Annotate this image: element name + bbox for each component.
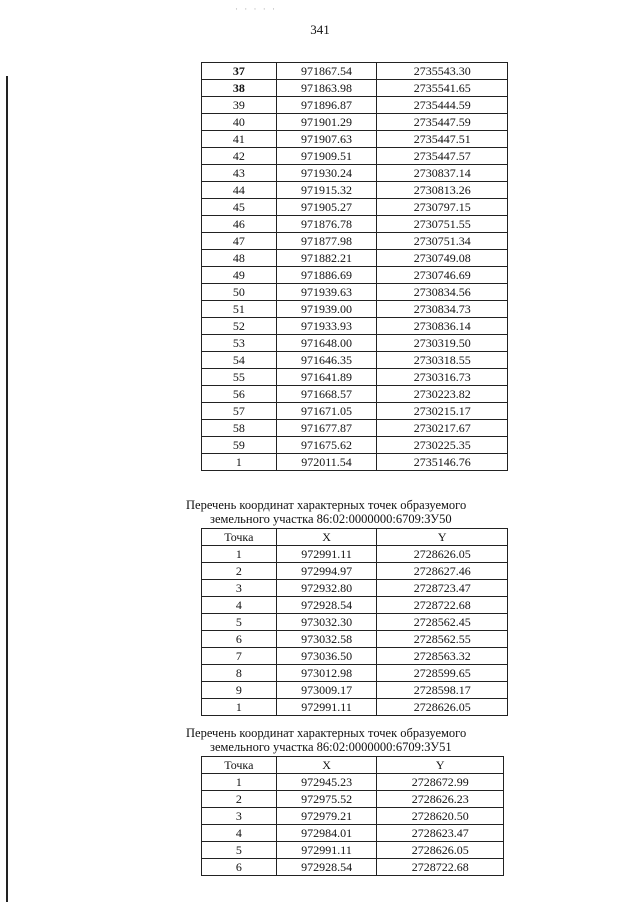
table-row (202, 631, 508, 648)
cell-x: 972975.52 (276, 791, 377, 808)
table-row (202, 774, 504, 791)
cell-x: 971907.63 (276, 131, 377, 148)
cell-y: 2735447.59 (377, 114, 508, 131)
coordinates-table-zu51 (201, 756, 504, 876)
cell-x: 971646.35 (276, 352, 377, 369)
cell-point: 7 (202, 648, 277, 665)
table-row (202, 267, 508, 284)
table-row (202, 563, 508, 580)
cell-y: 2728626.23 (377, 791, 504, 808)
cell-point: 49 (202, 267, 277, 284)
cell-x: 973036.50 (276, 648, 377, 665)
table-row (202, 250, 508, 267)
cell-point: 1 (202, 699, 277, 716)
cell-y: 2728722.68 (377, 859, 504, 876)
table-row (202, 80, 508, 97)
cell-point: 3 (202, 808, 277, 825)
cell-x: 971915.32 (276, 182, 377, 199)
cell-x: 971896.87 (276, 97, 377, 114)
cell-x: 972945.23 (276, 774, 377, 791)
cell-y: 2730837.14 (377, 165, 508, 182)
cell-x: 973032.30 (276, 614, 377, 631)
table-row (202, 97, 508, 114)
cell-x: 971877.98 (276, 233, 377, 250)
table-row (202, 63, 508, 80)
cell-point: 59 (202, 437, 277, 454)
cell-point: 1 (202, 546, 277, 563)
cell-x: 971933.93 (276, 318, 377, 335)
cell-x: 972991.11 (276, 842, 377, 859)
cell-point: 5 (202, 842, 277, 859)
table-row (202, 437, 508, 454)
table-row (202, 682, 508, 699)
cell-point: 9 (202, 682, 277, 699)
table-row (202, 546, 508, 563)
table-row (202, 199, 508, 216)
cell-y: 2730797.15 (377, 199, 508, 216)
table3-caption (186, 726, 466, 754)
cell-point: 50 (202, 284, 277, 301)
cell-point: 39 (202, 97, 277, 114)
cell-point: 44 (202, 182, 277, 199)
cell-x: 971671.05 (276, 403, 377, 420)
table-row (202, 648, 508, 665)
cell-point: 4 (202, 825, 277, 842)
table3-caption-line2: земельного участка 86:02:0000000:6709:ЗУ51 (210, 740, 452, 754)
cell-y: 2728623.47 (377, 825, 504, 842)
cell-point: 55 (202, 369, 277, 386)
cell-x: 972928.54 (276, 597, 377, 614)
cell-point: 40 (202, 114, 277, 131)
cell-x: 971863.98 (276, 80, 377, 97)
cell-point: 38 (202, 80, 277, 97)
cell-point: 6 (202, 631, 277, 648)
cell-x: 972928.54 (276, 859, 377, 876)
cell-y: 2728722.68 (377, 597, 508, 614)
coordinates-table-continued (201, 62, 508, 471)
cell-x: 972994.97 (276, 563, 377, 580)
cell-point: 3 (202, 580, 277, 597)
cell-y: 2730215.17 (377, 403, 508, 420)
cell-y: 2730749.08 (377, 250, 508, 267)
cell-y: 2730746.69 (377, 267, 508, 284)
cell-y: 2730751.55 (377, 216, 508, 233)
table-row (202, 842, 504, 859)
header-point: Точка (202, 529, 277, 546)
table-row (202, 148, 508, 165)
cell-x: 972991.11 (276, 699, 377, 716)
cell-x: 972979.21 (276, 808, 377, 825)
cell-point: 58 (202, 420, 277, 437)
table-row (202, 614, 508, 631)
cell-y: 2730813.26 (377, 182, 508, 199)
cell-y: 2730316.73 (377, 369, 508, 386)
cell-point: 6 (202, 859, 277, 876)
cell-y: 2730834.73 (377, 301, 508, 318)
cell-x: 972984.01 (276, 825, 377, 842)
cell-y: 2728598.17 (377, 682, 508, 699)
header-point: Точка (202, 757, 277, 774)
cell-x: 971876.78 (276, 216, 377, 233)
page-number: 341 (310, 22, 330, 37)
cell-x: 971882.21 (276, 250, 377, 267)
cell-x: 972932.80 (276, 580, 377, 597)
cell-y: 2730225.35 (377, 437, 508, 454)
cell-point: 5 (202, 614, 277, 631)
cell-point: 1 (202, 454, 277, 471)
cell-point: 45 (202, 199, 277, 216)
table-row (202, 403, 508, 420)
cell-y: 2728626.05 (377, 699, 508, 716)
table2-caption-line1: Перечень координат характерных точек образуемого (186, 498, 467, 512)
table-row (202, 699, 508, 716)
cell-y: 2728620.50 (377, 808, 504, 825)
table-row (202, 808, 504, 825)
table-row (202, 233, 508, 250)
table-row (202, 114, 508, 131)
cell-point: 57 (202, 403, 277, 420)
cell-point: 54 (202, 352, 277, 369)
cell-x: 971648.00 (276, 335, 377, 352)
table2-caption-line2: земельного участка 86:02:0000000:6709:ЗУ50 (210, 512, 452, 526)
table-row (202, 369, 508, 386)
cell-x: 971905.27 (276, 199, 377, 216)
cell-x: 971901.29 (276, 114, 377, 131)
cell-x: 971930.24 (276, 165, 377, 182)
cell-x: 971867.54 (276, 63, 377, 80)
cell-y: 2735447.57 (377, 148, 508, 165)
cell-y: 2730319.50 (377, 335, 508, 352)
cell-point: 41 (202, 131, 277, 148)
header-y: Y (377, 757, 504, 774)
stamp-marks: · · · · · (235, 4, 277, 14)
table-row (202, 182, 508, 199)
cell-x: 971939.63 (276, 284, 377, 301)
table-row (202, 791, 504, 808)
table-row (202, 420, 508, 437)
table2-caption (186, 498, 466, 526)
cell-point: 47 (202, 233, 277, 250)
cell-y: 2735444.59 (377, 97, 508, 114)
cell-x: 971677.87 (276, 420, 377, 437)
cell-x: 972991.11 (276, 546, 377, 563)
cell-point: 46 (202, 216, 277, 233)
cell-y: 2735447.51 (377, 131, 508, 148)
table3-caption-line1: Перечень координат характерных точек образуемого (186, 726, 467, 740)
cell-y: 2730751.34 (377, 233, 508, 250)
cell-point: 42 (202, 148, 277, 165)
cell-x: 971675.62 (276, 437, 377, 454)
table-row (202, 386, 508, 403)
table-row (202, 454, 508, 471)
table-row (202, 335, 508, 352)
cell-y: 2728563.32 (377, 648, 508, 665)
cell-x: 973009.17 (276, 682, 377, 699)
table-row (202, 859, 504, 876)
cell-x: 973032.58 (276, 631, 377, 648)
cell-y: 2728626.05 (377, 546, 508, 563)
table-row (202, 284, 508, 301)
table-row (202, 301, 508, 318)
cell-x: 971939.00 (276, 301, 377, 318)
header-x: X (276, 757, 377, 774)
table-row (202, 216, 508, 233)
cell-point: 2 (202, 791, 277, 808)
cell-y: 2735541.65 (377, 80, 508, 97)
cell-x: 971668.57 (276, 386, 377, 403)
cell-y: 2730318.55 (377, 352, 508, 369)
cell-y: 2730223.82 (377, 386, 508, 403)
cell-y: 2728599.65 (377, 665, 508, 682)
cell-y: 2730834.56 (377, 284, 508, 301)
table-row (202, 318, 508, 335)
cell-x: 973012.98 (276, 665, 377, 682)
table-row (202, 825, 504, 842)
cell-y: 2728723.47 (377, 580, 508, 597)
cell-y: 2735146.76 (377, 454, 508, 471)
cell-x: 971909.51 (276, 148, 377, 165)
cell-y: 2728626.05 (377, 842, 504, 859)
cell-point: 37 (202, 63, 277, 80)
cell-y: 2730836.14 (377, 318, 508, 335)
table-row (202, 597, 508, 614)
table-row (202, 665, 508, 682)
cell-point: 53 (202, 335, 277, 352)
cell-point: 8 (202, 665, 277, 682)
coordinates-table-zu50 (201, 528, 508, 716)
header-x: X (276, 529, 377, 546)
cell-x: 972011.54 (276, 454, 377, 471)
cell-point: 56 (202, 386, 277, 403)
cell-y: 2728627.46 (377, 563, 508, 580)
binding-edge-line (6, 76, 8, 902)
cell-point: 51 (202, 301, 277, 318)
cell-y: 2728562.55 (377, 631, 508, 648)
cell-point: 4 (202, 597, 277, 614)
cell-x: 971641.89 (276, 369, 377, 386)
cell-y: 2728672.99 (377, 774, 504, 791)
cell-y: 2728562.45 (377, 614, 508, 631)
cell-point: 52 (202, 318, 277, 335)
cell-y: 2730217.67 (377, 420, 508, 437)
table-row (202, 131, 508, 148)
cell-x: 971886.69 (276, 267, 377, 284)
cell-point: 2 (202, 563, 277, 580)
cell-point: 48 (202, 250, 277, 267)
cell-point: 1 (202, 774, 277, 791)
table-row (202, 165, 508, 182)
cell-y: 2735543.30 (377, 63, 508, 80)
table-row (202, 352, 508, 369)
cell-point: 43 (202, 165, 277, 182)
header-y: Y (377, 529, 508, 546)
table-row (202, 580, 508, 597)
